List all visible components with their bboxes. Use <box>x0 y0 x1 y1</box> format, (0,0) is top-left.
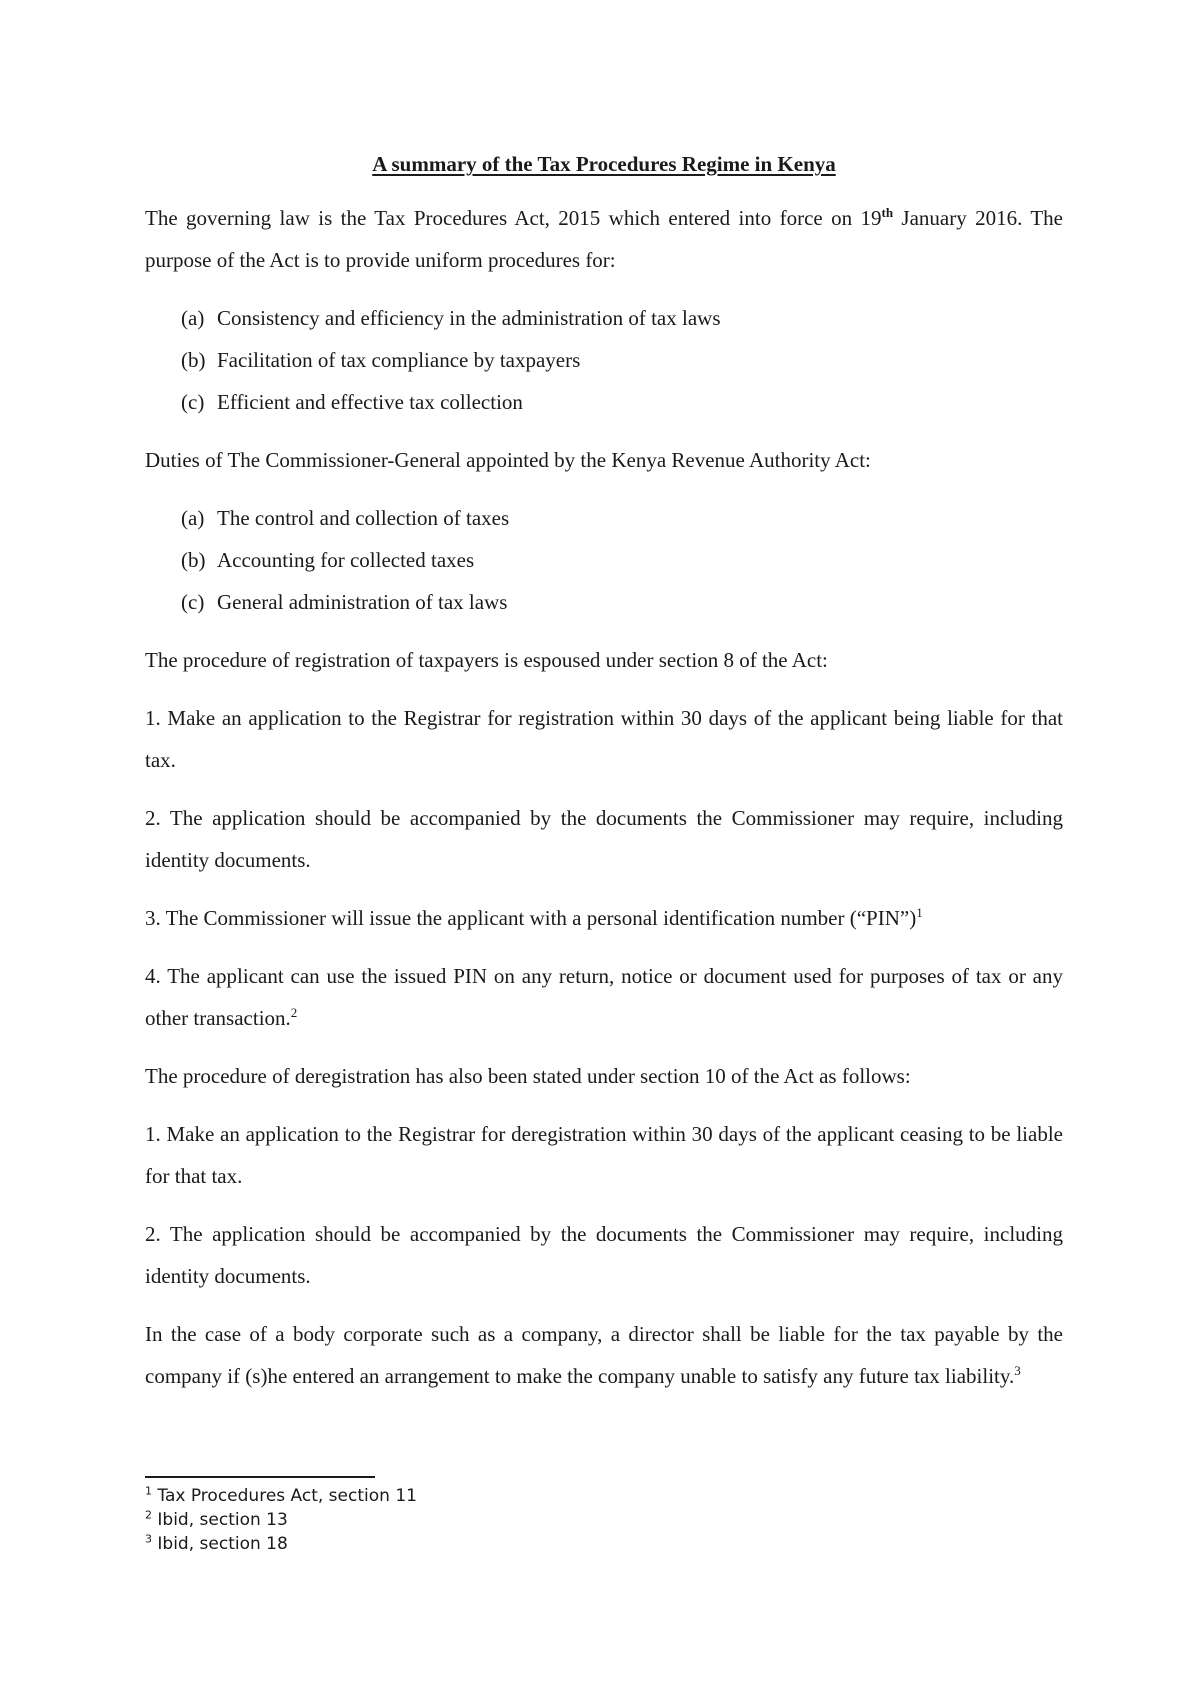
list-item <box>181 581 1063 623</box>
list-marker: (a) <box>181 306 205 330</box>
step-text: 2. The application should be accompanied by the documents the Commissioner may require, including identity documents. <box>145 806 1063 872</box>
list-marker: (c) <box>181 390 205 414</box>
list-marker: (a) <box>181 506 205 530</box>
step-text: 4. The applicant can use the issued PIN on any return, notice or document used for purposes of tax or any other transaction. <box>145 964 1063 1030</box>
list-item-text: The control and collection of taxes <box>217 506 510 530</box>
list-item <box>181 381 1063 423</box>
list-item-text: Facilitation of tax compliance by taxpayers <box>217 348 581 372</box>
list-item-text: Efficient and effective tax collection <box>217 390 523 414</box>
list-item <box>181 539 1063 581</box>
duties-list <box>145 497 1063 623</box>
footnote <box>145 1532 845 1556</box>
registration-step <box>145 797 1063 881</box>
registration-step <box>145 955 1063 1039</box>
list-marker: (c) <box>181 590 205 614</box>
list-item-text: General administration of tax laws <box>217 590 508 614</box>
list-item <box>181 339 1063 381</box>
step-text: 3. The Commissioner will issue the applicant with a personal identification number (“PIN”) <box>145 906 917 930</box>
deregistration-step: 1. Make an application to the Registrar for deregistration within 30 days of the applicant ceasing to be liable for that tax. <box>145 1122 1063 1188</box>
footnote-separator <box>145 1476 375 1478</box>
intro-paragraph <box>145 197 1063 281</box>
registration-heading: The procedure of registration of taxpayers is espoused under section 8 of the Act: <box>145 648 828 672</box>
list-item <box>181 297 1063 339</box>
ordinal-suffix: th <box>881 205 894 220</box>
footnote-number: 2 <box>145 1508 152 1522</box>
list-item-text: Accounting for collected taxes <box>217 548 475 572</box>
footnote <box>145 1484 845 1508</box>
deregistration-step: 2. The application should be accompanied by the documents the Commissioner may require, including identity documents. <box>145 1222 1063 1288</box>
list-marker: (b) <box>181 548 206 572</box>
footnote-text: Ibid, section 13 <box>157 1510 288 1530</box>
footnote-ref: 1 <box>916 905 923 920</box>
footnote-number: 1 <box>145 1484 152 1498</box>
footnotes <box>145 1476 845 1556</box>
duties-heading: Duties of The Commissioner-General appointed by the Kenya Revenue Authority Act: <box>145 448 871 472</box>
deregistration-heading: The procedure of deregistration has also been stated under section 10 of the Act as follows: <box>145 1064 911 1088</box>
step-text: 1. Make an application to the Registrar for registration within 30 days of the applicant being liable for that tax. <box>145 706 1063 772</box>
list-item <box>181 497 1063 539</box>
body-corporate-paragraph <box>145 1313 1063 1397</box>
footnote-text: Tax Procedures Act, section 11 <box>157 1486 417 1506</box>
footnote-number: 3 <box>145 1532 152 1546</box>
list-item-text: Consistency and efficiency in the administration of tax laws <box>217 306 721 330</box>
footnote-ref: 3 <box>1014 1363 1021 1378</box>
registration-step <box>145 697 1063 781</box>
intro-text: The governing law is the Tax Procedures Act, 2015 which entered into force on 19 <box>145 206 882 230</box>
paragraph-text: In the case of a body corporate such as a company, a director shall be liable for the tax payable by the company if (s)he entered an arrangement to make the company unable to satisfy any future tax liability. <box>145 1322 1063 1388</box>
footnote-ref: 2 <box>290 1005 298 1020</box>
footnote <box>145 1508 845 1532</box>
list-marker: (b) <box>181 348 206 372</box>
document-body <box>145 143 1063 1413</box>
footnote-text: Ibid, section 18 <box>157 1534 288 1554</box>
purposes-list <box>145 297 1063 423</box>
intro-text-continued: January 2016. The purpose of the Act is to provide uniform procedures for: <box>145 206 1064 272</box>
document-title: A summary of the Tax Procedures Regime in Kenya <box>372 152 836 176</box>
registration-step <box>145 897 1063 939</box>
